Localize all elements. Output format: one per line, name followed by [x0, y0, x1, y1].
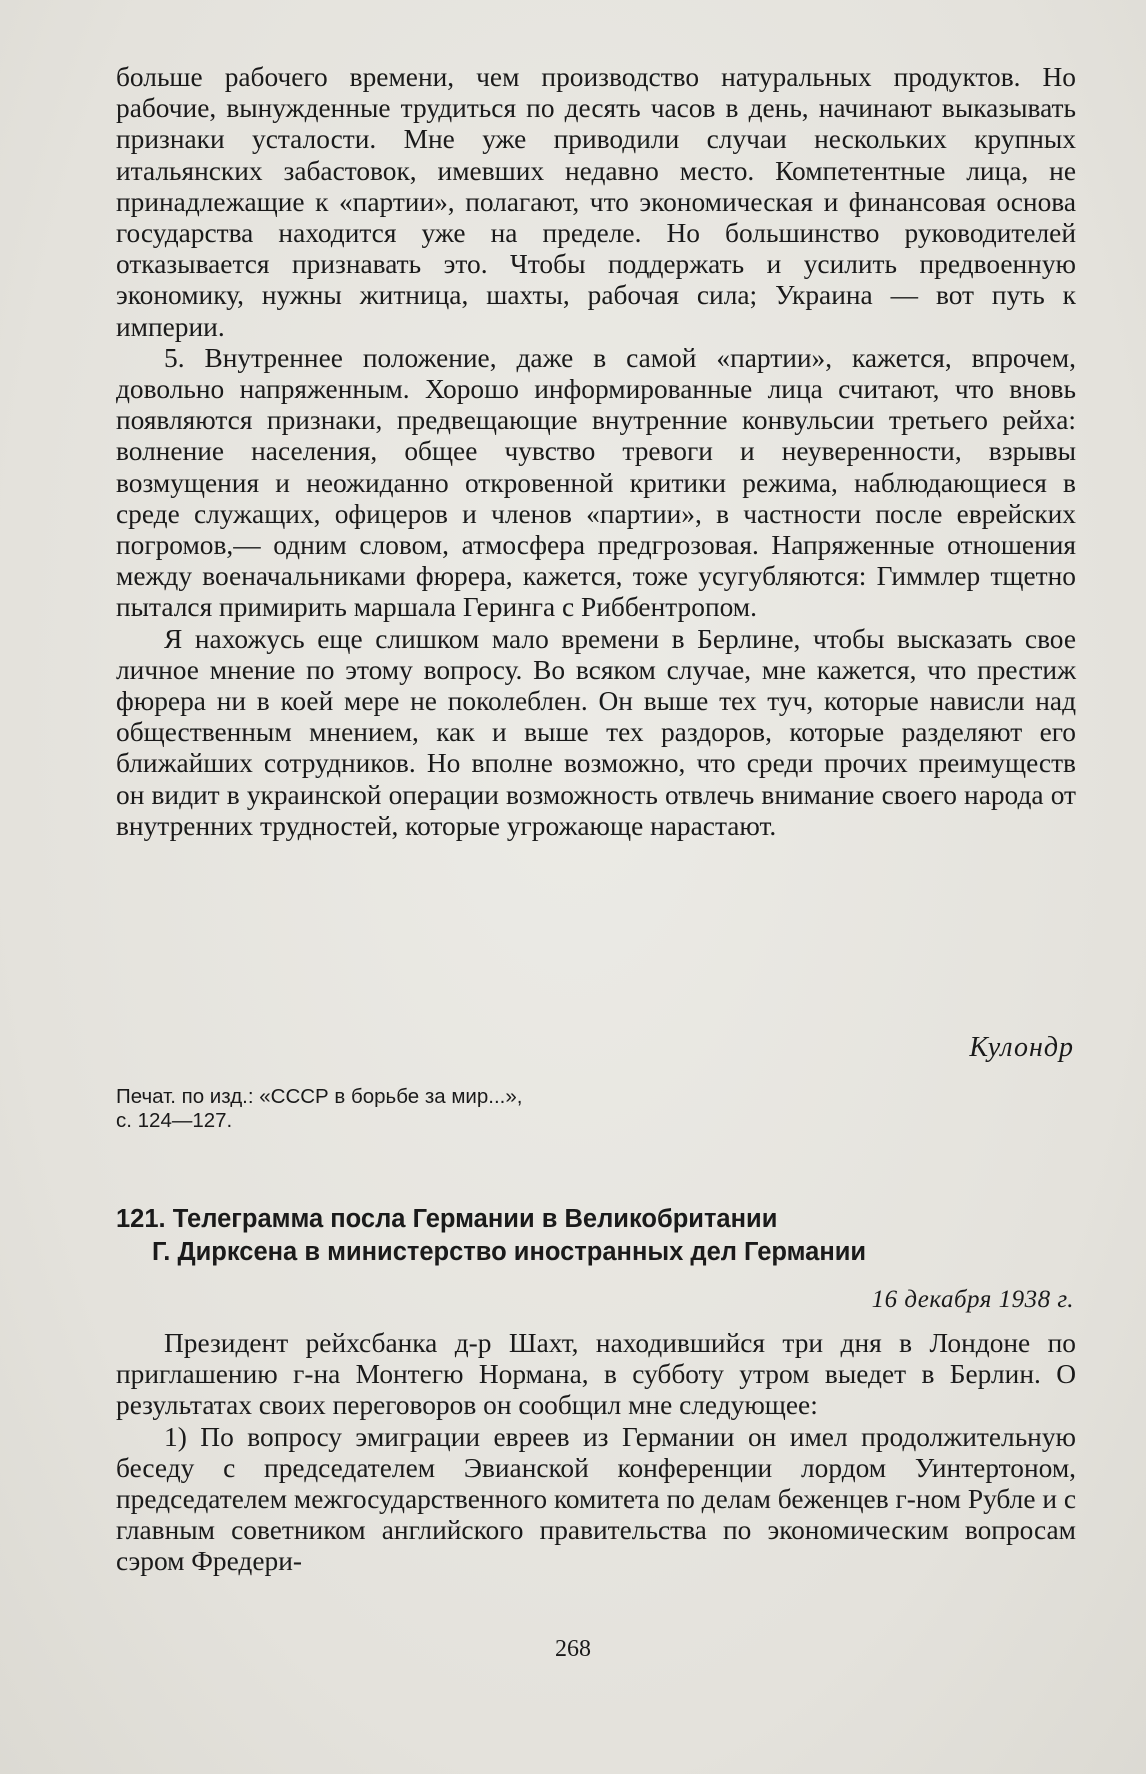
page-number: 268 [555, 1636, 591, 1662]
source-citation: Печат. по изд.: «СССР в борьбе за мир...», с. 124—127. [116, 1085, 523, 1132]
signature: Кулондр [969, 1032, 1074, 1063]
telegram-body [116, 1328, 1076, 1578]
paragraph-fuhrer-prestige: Я нахожусь еще слишком мало времени в Берлине, чтобы высказать свое личное мнение по этому вопросу. Во всяком случае, мне кажется, что престиж фюрера ни в коей мере не поколеблен. Он выше тех туч, которые нависли над общественным мнением, как и выше тех раздоров, которые разделяют его ближайших сотрудников. Но вполне возможно, что среди прочих преимуществ он видит в украинской операции возможность отвлечь внимание своего народа от внутренних трудностей, которые угрожающе нарастают. [116, 623, 1076, 841]
paragraph-emigration: 1) По вопросу эмиграции евреев из Германии он имел продолжительную беседу с председателем Эвианской конференции лордом Уинтертоном, председателем межгосударственного комитета по делам беженцев г-ном Рубле и с главным советником английского правительства по экономическим вопросам сэром Фредери- [116, 1421, 1077, 1577]
paragraph-schacht-intro: Президент рейхсбанка д-р Шахт, находившийся три дня в Лондоне по приглашению г-на Монтегю Нормана, в субботу утром выедет в Берлин. О результатах своих переговоров он сообщил мне следующее: [116, 1328, 1076, 1421]
heading-line-2: Г. Дирксена в министерство иностранных дел Германии [152, 1238, 867, 1266]
document-heading [116, 1203, 1076, 1269]
paragraph-economy: больше рабочего времени, чем производство натуральных продуктов. Но рабочие, вынужденные трудиться по десять часов в день, начинают выказывать признаки усталости. Мне уже приводили случаи нескольких крупных итальянских забастовок, имевших недавно место. Компетентные лица, не принадлежащие к «партии», полагают, что экономическая и финансовая основа государства находится уже на пределе. Но большинство руководителей отказывается признавать это. Чтобы поддержать и усилить предвоенную экономику, нужны житница, шахты, рабочая сила; Украина — вот путь к империи. [116, 62, 1076, 342]
document-date: 16 декабря 1938 г. [871, 1286, 1074, 1313]
paragraph-internal-situation: 5. Внутреннее положение, даже в самой «партии», кажется, впрочем, довольно напряженным. Хорошо информированные лица считают, что вновь появляются признаки, предвещающие внутренние конвульсии третьего рейха: волнение населения, общее чувство тревоги и неуверенности, взрывы возмущения и неожиданно откровенной критики режима, наблюдающиеся в среде служащих, офицеров и членов «партии», в частности после еврейских погромов,— одним словом, атмосфера предгрозовая. Напряженные отношения между военачальниками фюрера, кажется, тоже усугубляются: Гиммлер тщетно пытался примирить маршала Геринга с Риббентропом. [116, 342, 1076, 623]
heading-line-1: 121. Телеграмма посла Германии в Великобритании [116, 1205, 778, 1233]
letter-body [116, 62, 1076, 842]
